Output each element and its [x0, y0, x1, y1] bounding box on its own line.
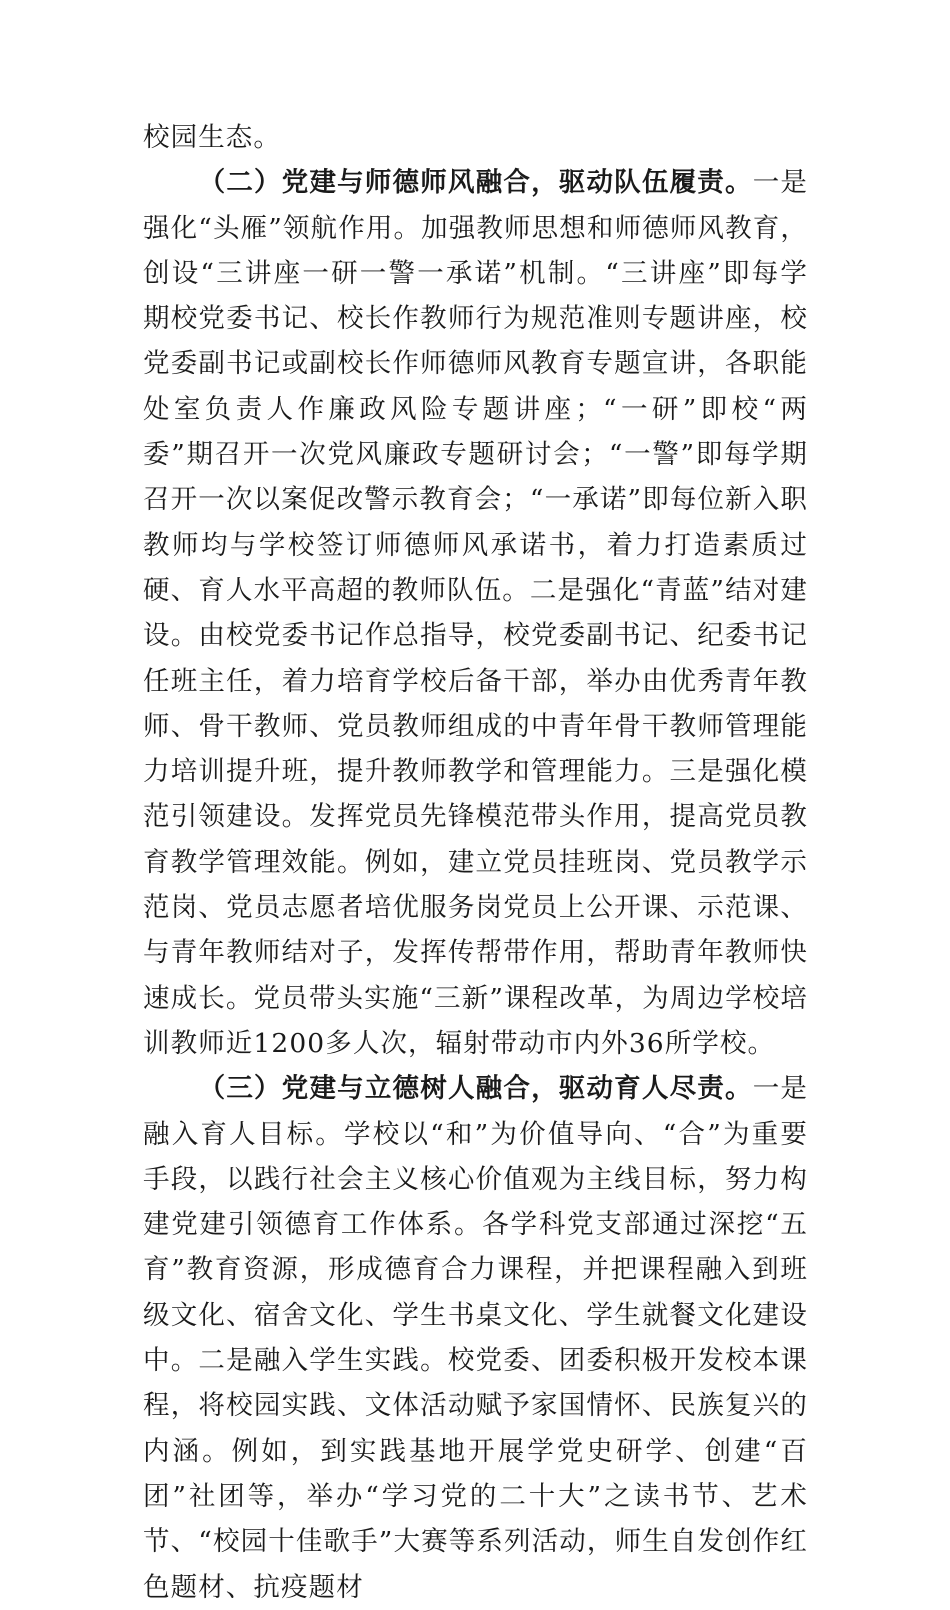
paragraph-text: 校园生态。	[143, 122, 281, 153]
document-page	[143, 115, 808, 1610]
section-heading: （二）党建与师德师风融合，驱动队伍履责。	[198, 167, 753, 199]
section-heading: （三）党建与立德树人融合，驱动育人尽责。	[198, 1073, 753, 1105]
paragraph-text: 一是强化“头雁”领航作用。加强教师思想和师德师风教育，创设“三讲座一研一警一承诺”机制。“三讲座”即每学期校党委书记、校长作教师行为规范准则专题讲座，校党委副书记或副校长作师德师风教育专题宣讲，各职能处室负责人作廉政风险专题讲座；“一研”即校“两委”期召开一次党风廉政专题研讨会；“一警”即每学期召开一次以案促改警示教育会；“一承诺”即每位新入职教师均与学校签订师德师风承诺书，着力打造素质过硬、育人水平高超的教师队伍。二是强化“青蓝”结对建设。由校党委书记作总指导，校党委副书记、纪委书记任班主任，着力培育学校后备干部，举办由优秀青年教师、骨干教师、党员教师组成的中青年骨干教师管理能力培训提升班，提升教师教学和管理能力。三是强化模范引领建设。发挥党员先锋模范带头作用，提高党员教育教学管理效能。例如，建立党员挂班岗、党员教学示范岗、党员志愿者培优服务岗党员上公开课、示范课、与青年教师结对子，发挥传帮带作用，帮助青年教师快速成长。党员带头实施“三新”课程改革，为周边学校培训教师近1200多人次，辐射带动市内外36所学校。	[143, 167, 809, 1059]
paragraph-text: 一是融入育人目标。学校以“和”为价值导向、“合”为重要手段，以践行社会主义核心价值观为主线目标，努力构建党建引领德育工作体系。各学科党支部通过深挖“五育”教育资源，形成德育合力课程，并把课程融入到班级文化、宿舍文化、学生书桌文化、学生就餐文化建设中。二是融入学生实践。校党委、团委积极开发校本课程，将校园实践、文体活动赋予家国情怀、民族复兴的内涵。例如，到实践基地开展学党史研学、创建“百团”社团等，举办“学习党的二十大”之读书节、艺术节、“校园十佳歌手”大赛等系列活动，师生自发创作红色题材、抗疫题材	[143, 1073, 809, 1603]
paragraph-continuation	[143, 115, 808, 160]
paragraph-section-2	[143, 160, 808, 1066]
paragraph-section-3	[143, 1066, 808, 1610]
